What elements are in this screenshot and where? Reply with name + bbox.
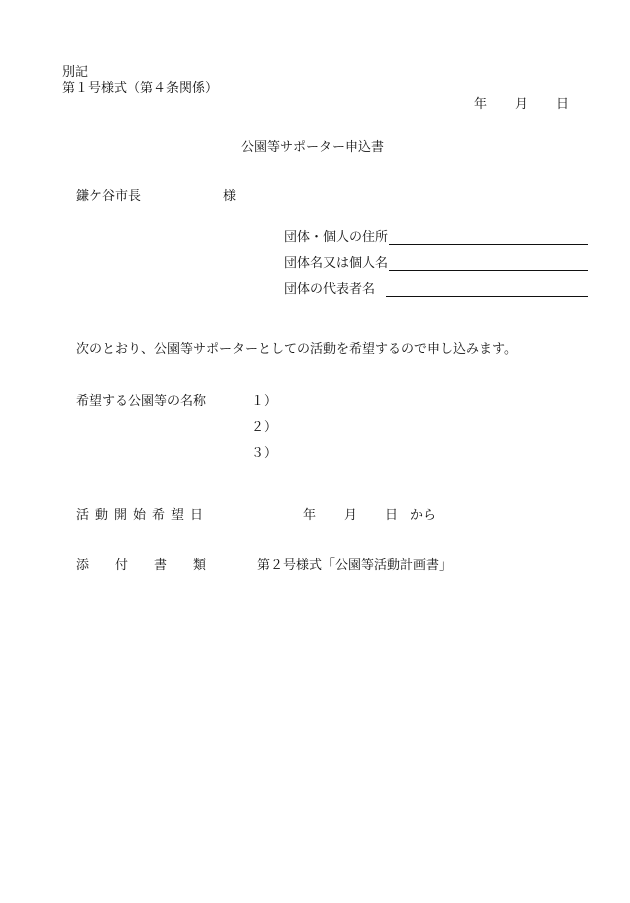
- park-item-3: ３）: [251, 446, 278, 461]
- form-number: 第１号様式（第４条関係）: [62, 81, 219, 96]
- park-item-2: ２）: [251, 420, 278, 435]
- attachment-label: 添付書類: [76, 558, 233, 573]
- start-date-label: 活動開始希望日: [76, 508, 210, 523]
- start-year: 年: [303, 508, 317, 523]
- parks-label: 希望する公園等の名称: [76, 394, 207, 409]
- park-item-1: １）: [251, 394, 278, 409]
- address-label: 団体・個人の住所: [284, 230, 389, 245]
- document-title: 公園等サポーター申込書: [241, 140, 385, 155]
- representative-label: 団体の代表者名: [284, 282, 376, 297]
- start-day: 日: [385, 508, 399, 523]
- annex-label: 別記: [62, 65, 89, 80]
- name-field-line[interactable]: [389, 270, 588, 271]
- date-day: 日: [556, 97, 570, 112]
- start-month: 月: [344, 508, 358, 523]
- date-month: 月: [515, 97, 529, 112]
- date-year: 年: [474, 97, 488, 112]
- attachment-value: 第２号様式「公園等活動計画書」: [257, 558, 453, 573]
- addressee-name: 鎌ケ谷市長: [76, 189, 142, 204]
- start-from: から: [410, 508, 437, 523]
- name-label: 団体名又は個人名: [284, 256, 389, 271]
- address-field-line[interactable]: [389, 244, 588, 245]
- addressee-honorific: 様: [223, 189, 237, 204]
- application-statement: 次のとおり、公園等サポーターとしての活動を希望するので申し込みます。: [76, 342, 517, 357]
- representative-field-line[interactable]: [386, 296, 588, 297]
